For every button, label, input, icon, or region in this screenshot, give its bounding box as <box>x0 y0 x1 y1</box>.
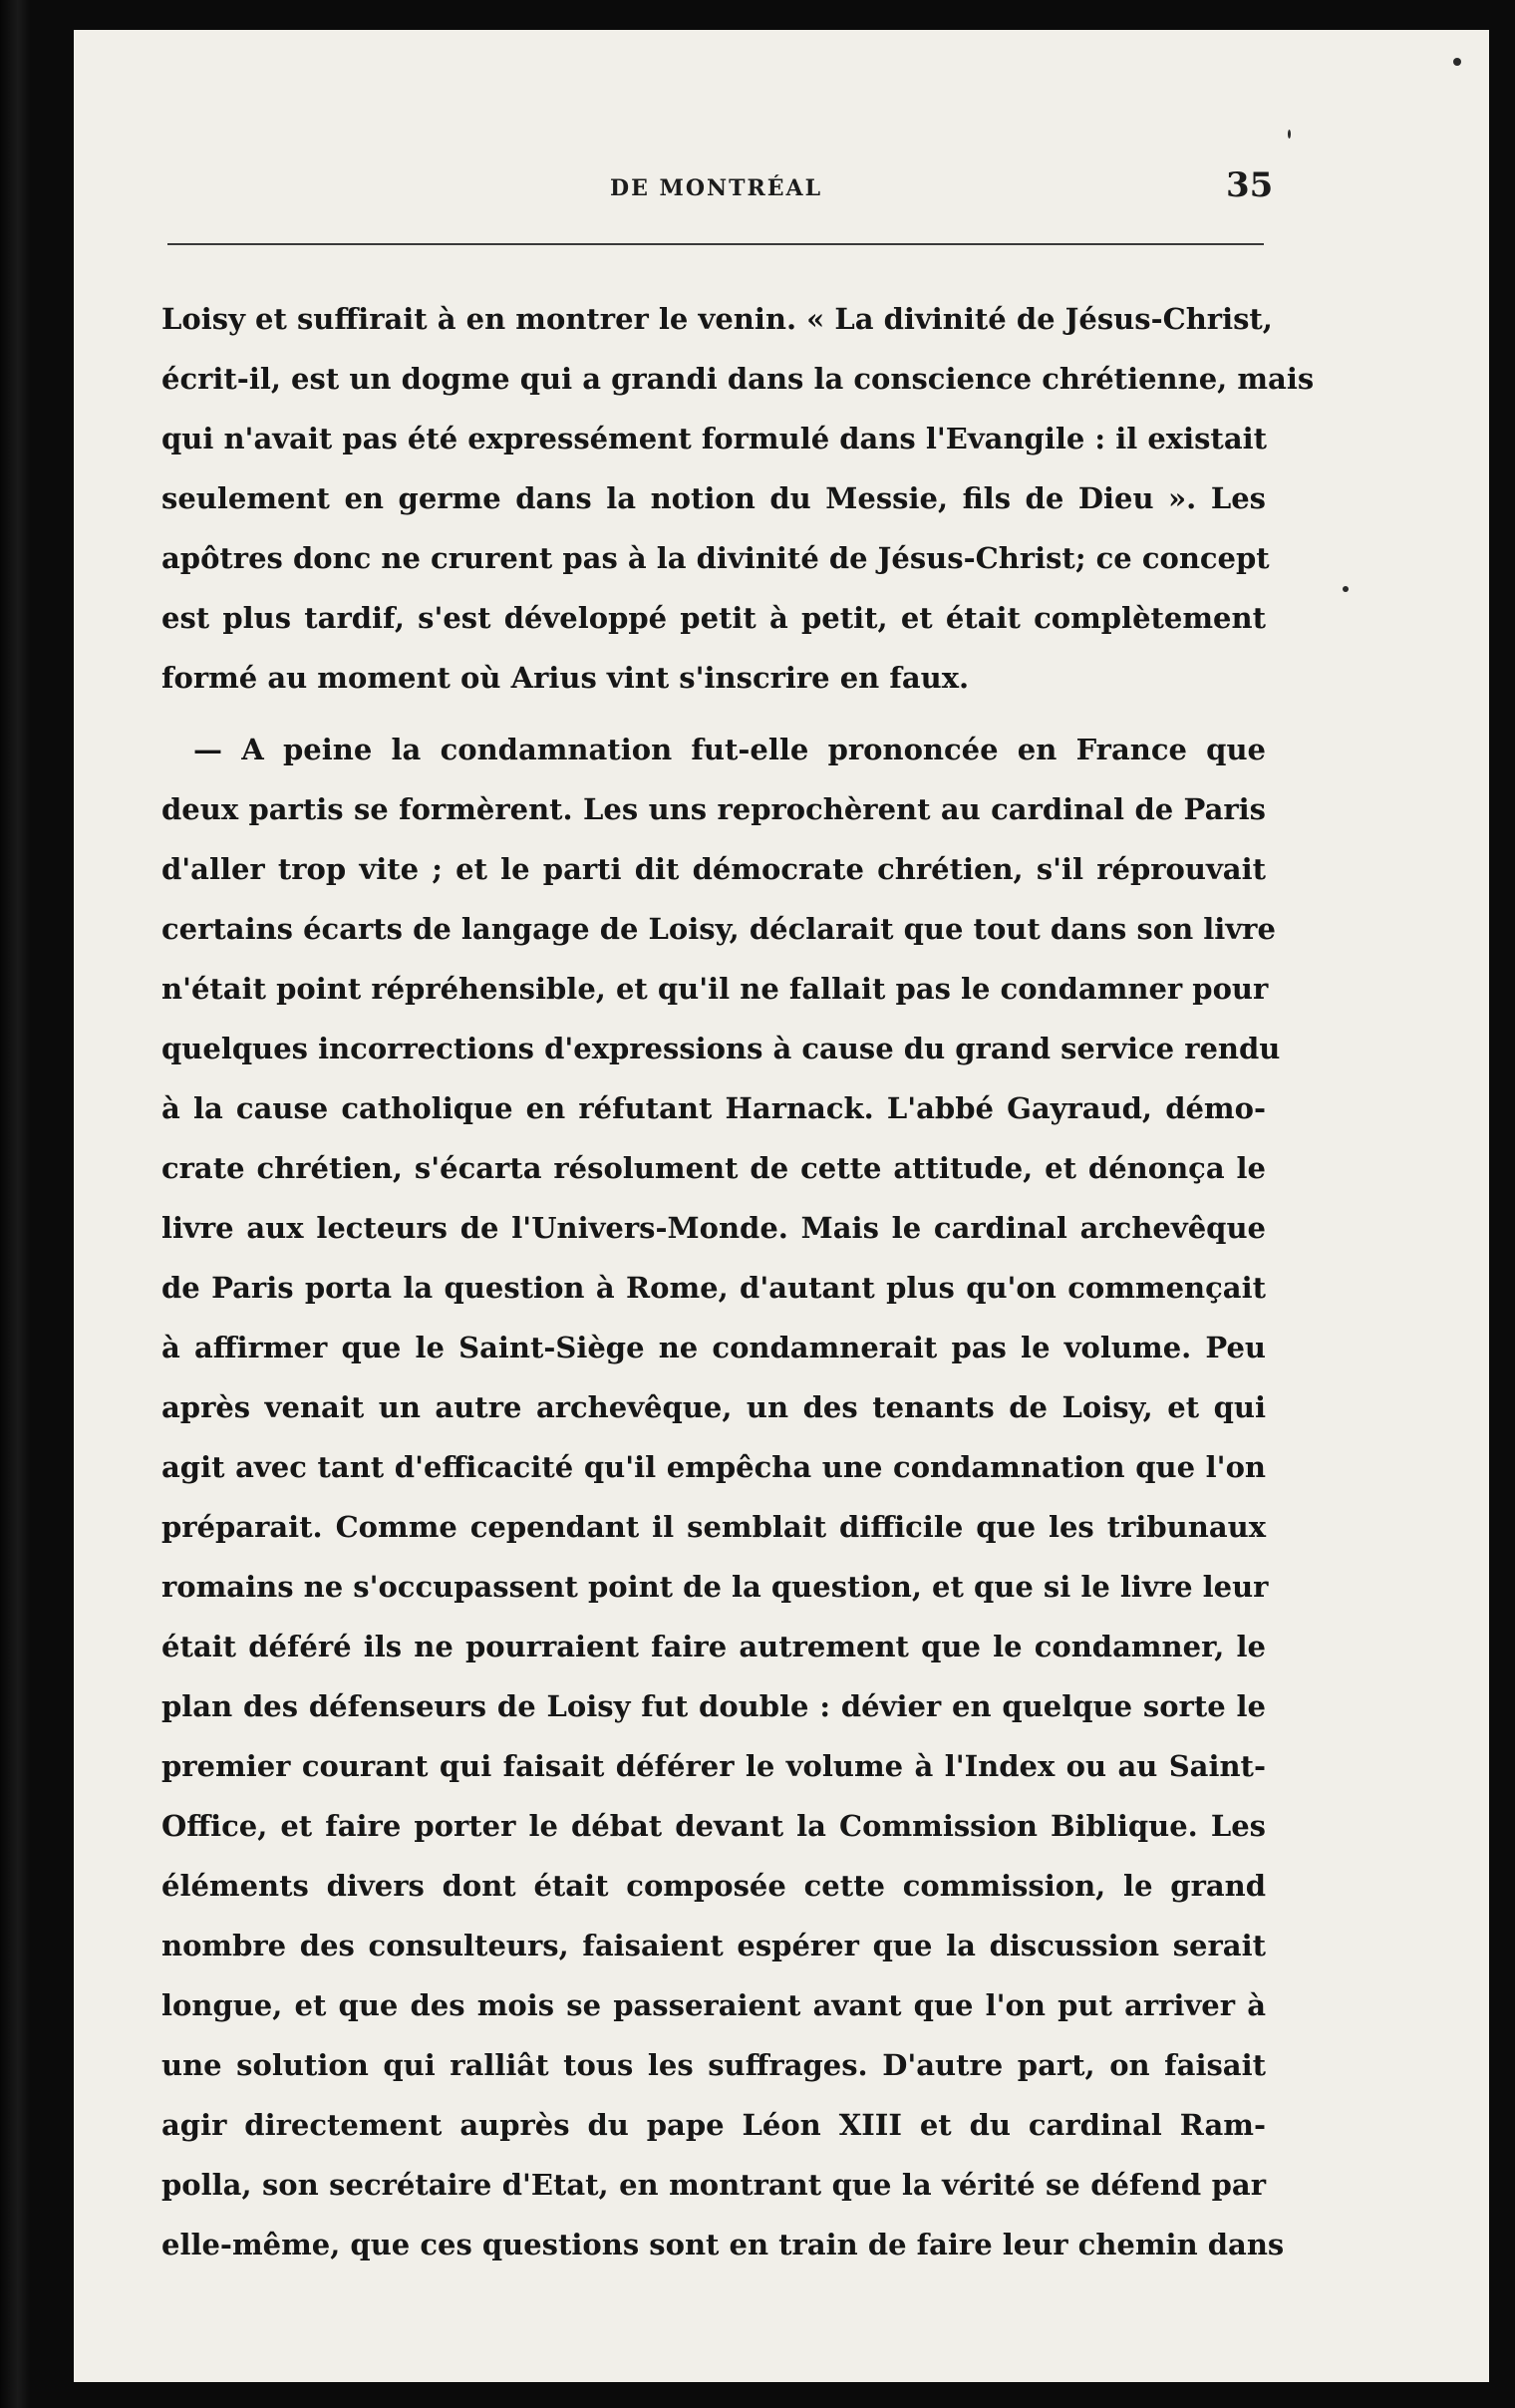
text-line: nombre des consulteurs, faisaient espérer que la discussion serait <box>161 1929 1266 1962</box>
text-line: à affirmer que le Saint-Siège ne condamnerait pas le volume. Peu <box>161 1331 1266 1364</box>
text-line: d'aller trop vite ; et le parti dit démocrate chrétien, s'il réprouvait <box>161 852 1266 886</box>
text-line: après venait un autre archevêque, un des tenants de Loisy, et qui <box>161 1390 1266 1424</box>
text-line: plan des défenseurs de Loisy fut double : dévier en quelque sorte le <box>161 1689 1266 1723</box>
paragraph-2 <box>161 720 1285 2274</box>
text-line: certains écarts de langage de Loisy, déclarait que tout dans son livre <box>161 912 1276 946</box>
running-head-title: DE MONTRÉAL <box>610 175 823 201</box>
text-line: seulement en germe dans la notion du Messie, fils de Dieu ». Les <box>161 481 1266 515</box>
text-line: elle-même, que ces questions sont en train de faire leur chemin dans <box>161 2228 1285 2261</box>
text-line: de Paris porta la question à Rome, d'autant plus qu'on commençait <box>161 1271 1266 1305</box>
header-rule <box>167 243 1264 245</box>
text-line: une solution qui ralliât tous les suffrages. D'autre part, on faisait <box>161 2048 1266 2082</box>
text-line: crate chrétien, s'écarta résolument de cette attitude, et dénonça le <box>161 1151 1266 1185</box>
page-number: 35 <box>1226 165 1274 205</box>
text-line: agir directement auprès du pape Léon XIII et du cardinal Ram- <box>161 2108 1266 2142</box>
text-line: agit avec tant d'efficacité qu'il empêcha une condamnation que l'on <box>161 1450 1266 1484</box>
text-line: quelques incorrections d'expressions à cause du grand service rendu <box>161 1032 1281 1065</box>
text-line: était déféré ils ne pourraient faire autrement que le condamner, le <box>161 1630 1266 1663</box>
text-line: Loisy et suffirait à en montrer le venin. « La divinité de Jésus-Christ, <box>161 302 1273 336</box>
text-line: longue, et que des mois se passeraient avant que l'on put arriver à <box>161 1988 1266 2022</box>
scan-speck <box>1453 58 1461 66</box>
text-line: préparait. Comme cependant il semblait difficile que les tribunaux <box>161 1510 1266 1544</box>
scan-speck <box>1288 130 1291 139</box>
scan-speck <box>1343 586 1349 592</box>
text-line: livre aux lecteurs de l'Univers-Monde. Mais le cardinal archevêque <box>161 1211 1266 1245</box>
text-line: est plus tardif, s'est développé petit à petit, et était complètement <box>161 601 1266 635</box>
paragraph-1 <box>161 289 1315 708</box>
text-line: premier courant qui faisait déférer le volume à l'Index ou au Saint- <box>161 1749 1266 1783</box>
paragraph-gap <box>161 708 1266 720</box>
text-line: formé au moment où Arius vint s'inscrire en faux. <box>161 661 970 695</box>
text-line: à la cause catholique en réfutant Harnack. L'abbé Gayraud, démo- <box>161 1091 1266 1125</box>
text-line: qui n'avait pas été expressément formulé dans l'Evangile : il existait <box>161 422 1268 455</box>
text-line: — A peine la condamnation fut-elle prononcée en France que <box>193 733 1266 766</box>
text-line: éléments divers dont était composée cette commission, le grand <box>161 1869 1266 1903</box>
text-line: romains ne s'occupassent point de la question, et que si le livre leur <box>161 1570 1269 1604</box>
text-line: écrit-il, est un dogme qui a grandi dans la conscience chrétienne, mais <box>161 362 1315 396</box>
text-line: polla, son secrétaire d'Etat, en montrant que la vérité se défend par <box>161 2168 1266 2202</box>
text-line: apôtres donc ne crurent pas à la divinité de Jésus-Christ; ce concept <box>161 541 1270 575</box>
text-line: deux partis se formèrent. Les uns reprochèrent au cardinal de Paris <box>161 792 1266 826</box>
text-line: n'était point répréhensible, et qu'il ne fallait pas le condamner pour <box>161 972 1269 1006</box>
body-text <box>161 289 1315 2274</box>
text-line: Office, et faire porter le débat devant la Commission Biblique. Les <box>161 1809 1266 1843</box>
book-binding-edge <box>0 0 30 2408</box>
